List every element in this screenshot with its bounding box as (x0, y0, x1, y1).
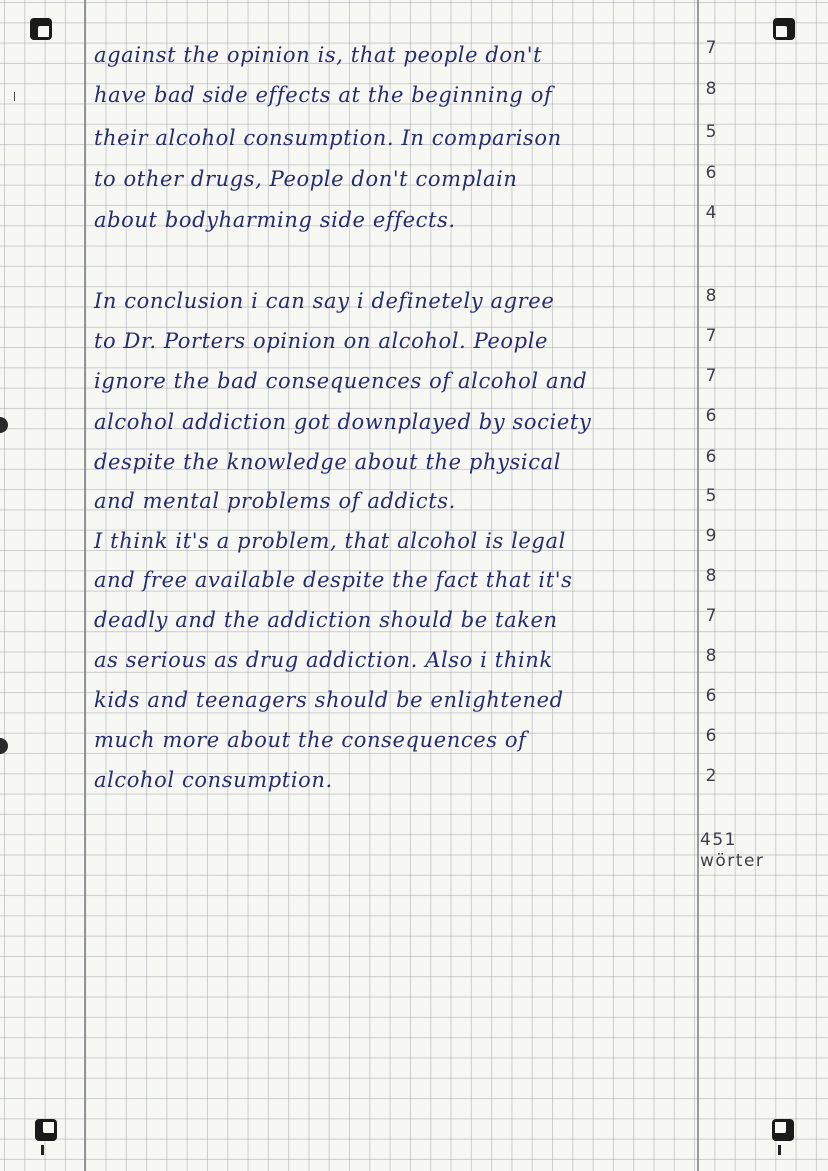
tick-mark-icon (41, 1145, 44, 1155)
text-line: and mental problems of addicts. (94, 489, 456, 513)
text-line: deadly and the addiction should be taken (94, 608, 558, 632)
text-line: have bad side effects at the beginning of (94, 83, 553, 107)
text-line: alcohol consumption. (94, 768, 333, 792)
text-line: about bodyharming side effects. (94, 208, 456, 232)
scan-marker-bottom-right-icon (772, 1119, 794, 1141)
line-word-count: 2 (705, 766, 717, 786)
text-line: their alcohol consumption. In comparison (94, 126, 562, 150)
text-line: I think it's a problem, that alcohol is legal (94, 529, 566, 553)
scan-marker-top-left-icon (30, 18, 52, 40)
text-line: kids and teenagers should be enlightened (94, 688, 564, 712)
line-word-count: 5 (705, 122, 717, 142)
text-line: alcohol addiction got downplayed by society (94, 410, 592, 434)
total-number: 451 (700, 830, 737, 850)
text-line: as serious as drug addiction. Also i think (94, 648, 553, 672)
line-word-count: 6 (705, 163, 717, 183)
line-word-count: 6 (705, 447, 717, 467)
line-word-count: 8 (705, 646, 717, 666)
line-word-count: 6 (705, 406, 717, 426)
text-line: despite the knowledge about the physical (94, 450, 562, 474)
right-margin-line (697, 0, 699, 1171)
total-label: wörter (700, 851, 765, 871)
paper-speck (14, 92, 15, 101)
line-word-count: 6 (705, 726, 717, 746)
line-word-count: 9 (705, 526, 717, 546)
line-word-count: 8 (705, 79, 717, 99)
line-word-count: 7 (705, 366, 717, 386)
tick-mark-icon (778, 1145, 781, 1155)
left-margin-line (84, 0, 86, 1171)
scan-marker-top-right-icon (773, 18, 795, 40)
text-line: In conclusion i can say i definetely agree (94, 289, 555, 313)
text-line: against the opinion is, that people don't (94, 43, 543, 67)
line-word-count: 6 (705, 686, 717, 706)
line-word-count: 8 (705, 286, 717, 306)
total-word-count (700, 830, 764, 872)
text-line: much more about the consequences of (94, 728, 527, 752)
line-word-count: 8 (705, 566, 717, 586)
line-word-count: 7 (705, 326, 717, 346)
scan-marker-bottom-left-icon (35, 1119, 57, 1141)
line-word-count: 5 (705, 486, 717, 506)
line-word-count: 4 (705, 203, 717, 223)
text-line: to other drugs, People don't complain (94, 167, 518, 191)
line-word-count: 7 (705, 606, 717, 626)
text-line: to Dr. Porters opinion on alcohol. People (94, 329, 549, 353)
line-word-count: 7 (705, 38, 717, 58)
text-line: and free available despite the fact that it's (94, 568, 573, 592)
text-line: ignore the bad consequences of alcohol and (94, 369, 588, 393)
